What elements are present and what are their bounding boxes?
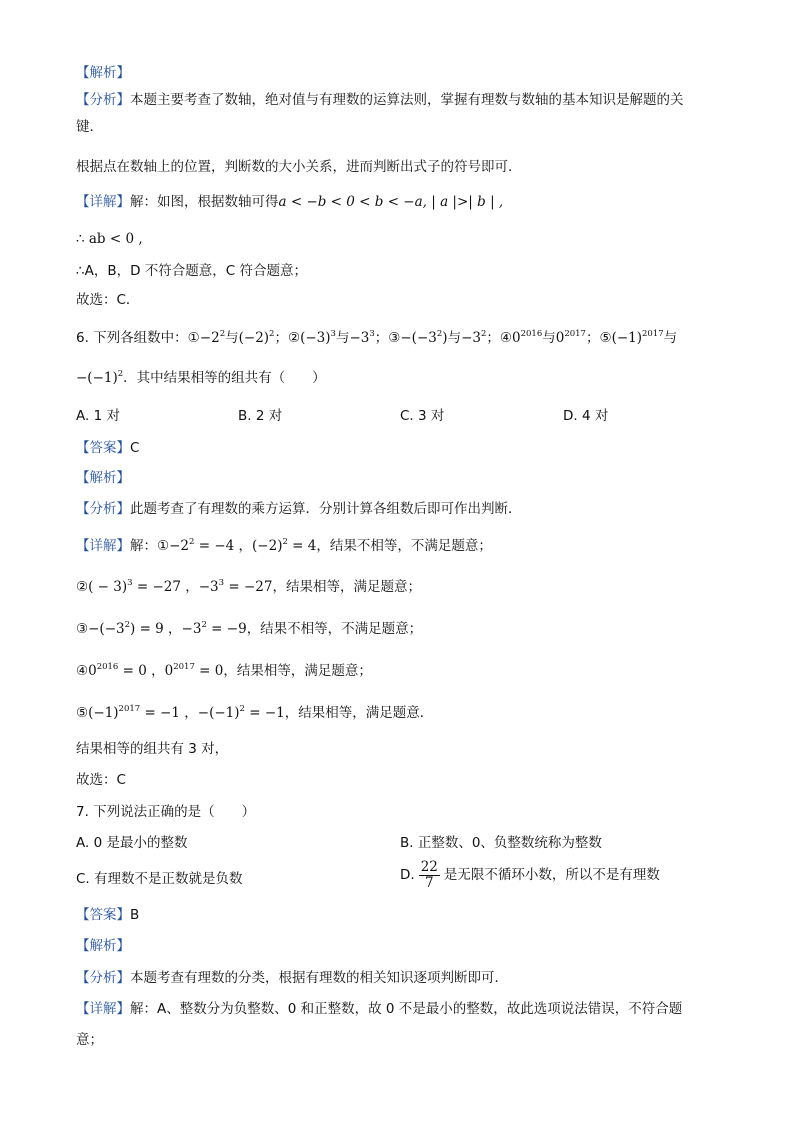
q6-detail-3: $③-(-3^2) = 9$ ，$-3^2 = -9$，结果不相等，不满足题意； <box>76 619 423 637</box>
q7-answer: 【答案】B <box>76 907 140 923</box>
q7-stem: 7. 下列说法正确的是（ ） <box>76 804 256 820</box>
q6-choose: 故选：C <box>76 772 126 788</box>
q6-fenxi: 【分析】此题考查了有理数的乘方运算．分别计算各组数后即可作出判断． <box>76 501 522 517</box>
q5-line6: ∴A，B，D 不符合题意，C 符合题意； <box>76 263 307 279</box>
q6-detail-4: $④0^{2016} = 0$ ，$0^{2017} = 0$，结果相等，满足题意； <box>76 661 372 679</box>
fraction-22-7: $\frac{22}{7}$ <box>420 858 438 891</box>
q7-jiexi-label: 【解析】 <box>76 938 130 954</box>
q5-fenxi-line1: 【分析】本题主要考查了数轴，绝对值与有理数的运算法则，掌握有理数与数轴的基本知识是解题的关 <box>76 92 684 108</box>
q6-detail-5: $⑤(-1)^{2017} = -1$ ，$-(-1)^2 = -1$，结果相等，满足题意． <box>76 703 434 721</box>
q6-option-d: D. 4 对 <box>563 408 609 424</box>
q6-detail-1: 【详解】解：$①-2^2 = -4$ ，$(-2)^2 = 4$，结果不相等，不满足题意； <box>76 536 492 554</box>
q7-option-b: B. 正整数、0、负整数统称为整数 <box>400 835 602 851</box>
q6-stem-line1: 6. 下列各组数中：$①-2^2$与$(-2)^2$；$②(-3)^3$与$-3^3$；$③-(-3^2)$与$-3^2$；$④0^{2016}$与$0^{2017}$；$⑤(-1)^{2017}$与 <box>76 328 678 346</box>
q6-option-b: B. 2 对 <box>238 408 283 424</box>
q5-line3: 根据点在数轴上的位置，判断数的大小关系，进而判断出式子的符号即可． <box>76 159 522 175</box>
q6-stem-line2: $-(-1)^2$．其中结果相等的组共有（ ） <box>76 368 326 386</box>
q5-line7: 故选：C． <box>76 292 140 308</box>
q6-option-a: A. 1 对 <box>76 408 120 424</box>
q5-xiangjie: 【详解】解：如图，根据数轴可得a < −b < 0 < b < −a, | a |>| b | , <box>76 194 504 210</box>
q6-jiexi-label: 【解析】 <box>76 470 130 486</box>
q6-result: 结果相等的组共有 3 对， <box>76 741 229 757</box>
q7-option-a: A. 0 是最小的整数 <box>76 835 188 851</box>
q6-detail-2: ②( − 3)$^3$ = −27 ，$-3^3 = -27$，结果相等，满足题意； <box>76 577 421 595</box>
q7-xiangjie-line2: 意； <box>76 1032 103 1048</box>
q7-xiangjie-line1: 【详解】解：A、整数分为负整数、0 和正整数，故 0 不是最小的整数，故此选项说法错误，不符合题 <box>76 1001 683 1017</box>
q7-fenxi: 【分析】本题考查有理数的分类，根据有理数的相关知识逐项判断即可． <box>76 970 508 986</box>
q6-option-c: C. 3 对 <box>400 408 445 424</box>
q5-line5: ∴ ab < 0 , <box>76 231 143 247</box>
q7-option-c: C. 有理数不是正数就是负数 <box>76 871 243 887</box>
q5-fenxi-line2: 键． <box>76 119 103 135</box>
q6-answer: 【答案】C <box>76 440 140 456</box>
jiexi-label: 【解析】 <box>76 65 130 81</box>
q7-option-d: D. $\frac{22}{7}$ 是无限不循环小数，所以不是有理数 <box>400 858 660 891</box>
